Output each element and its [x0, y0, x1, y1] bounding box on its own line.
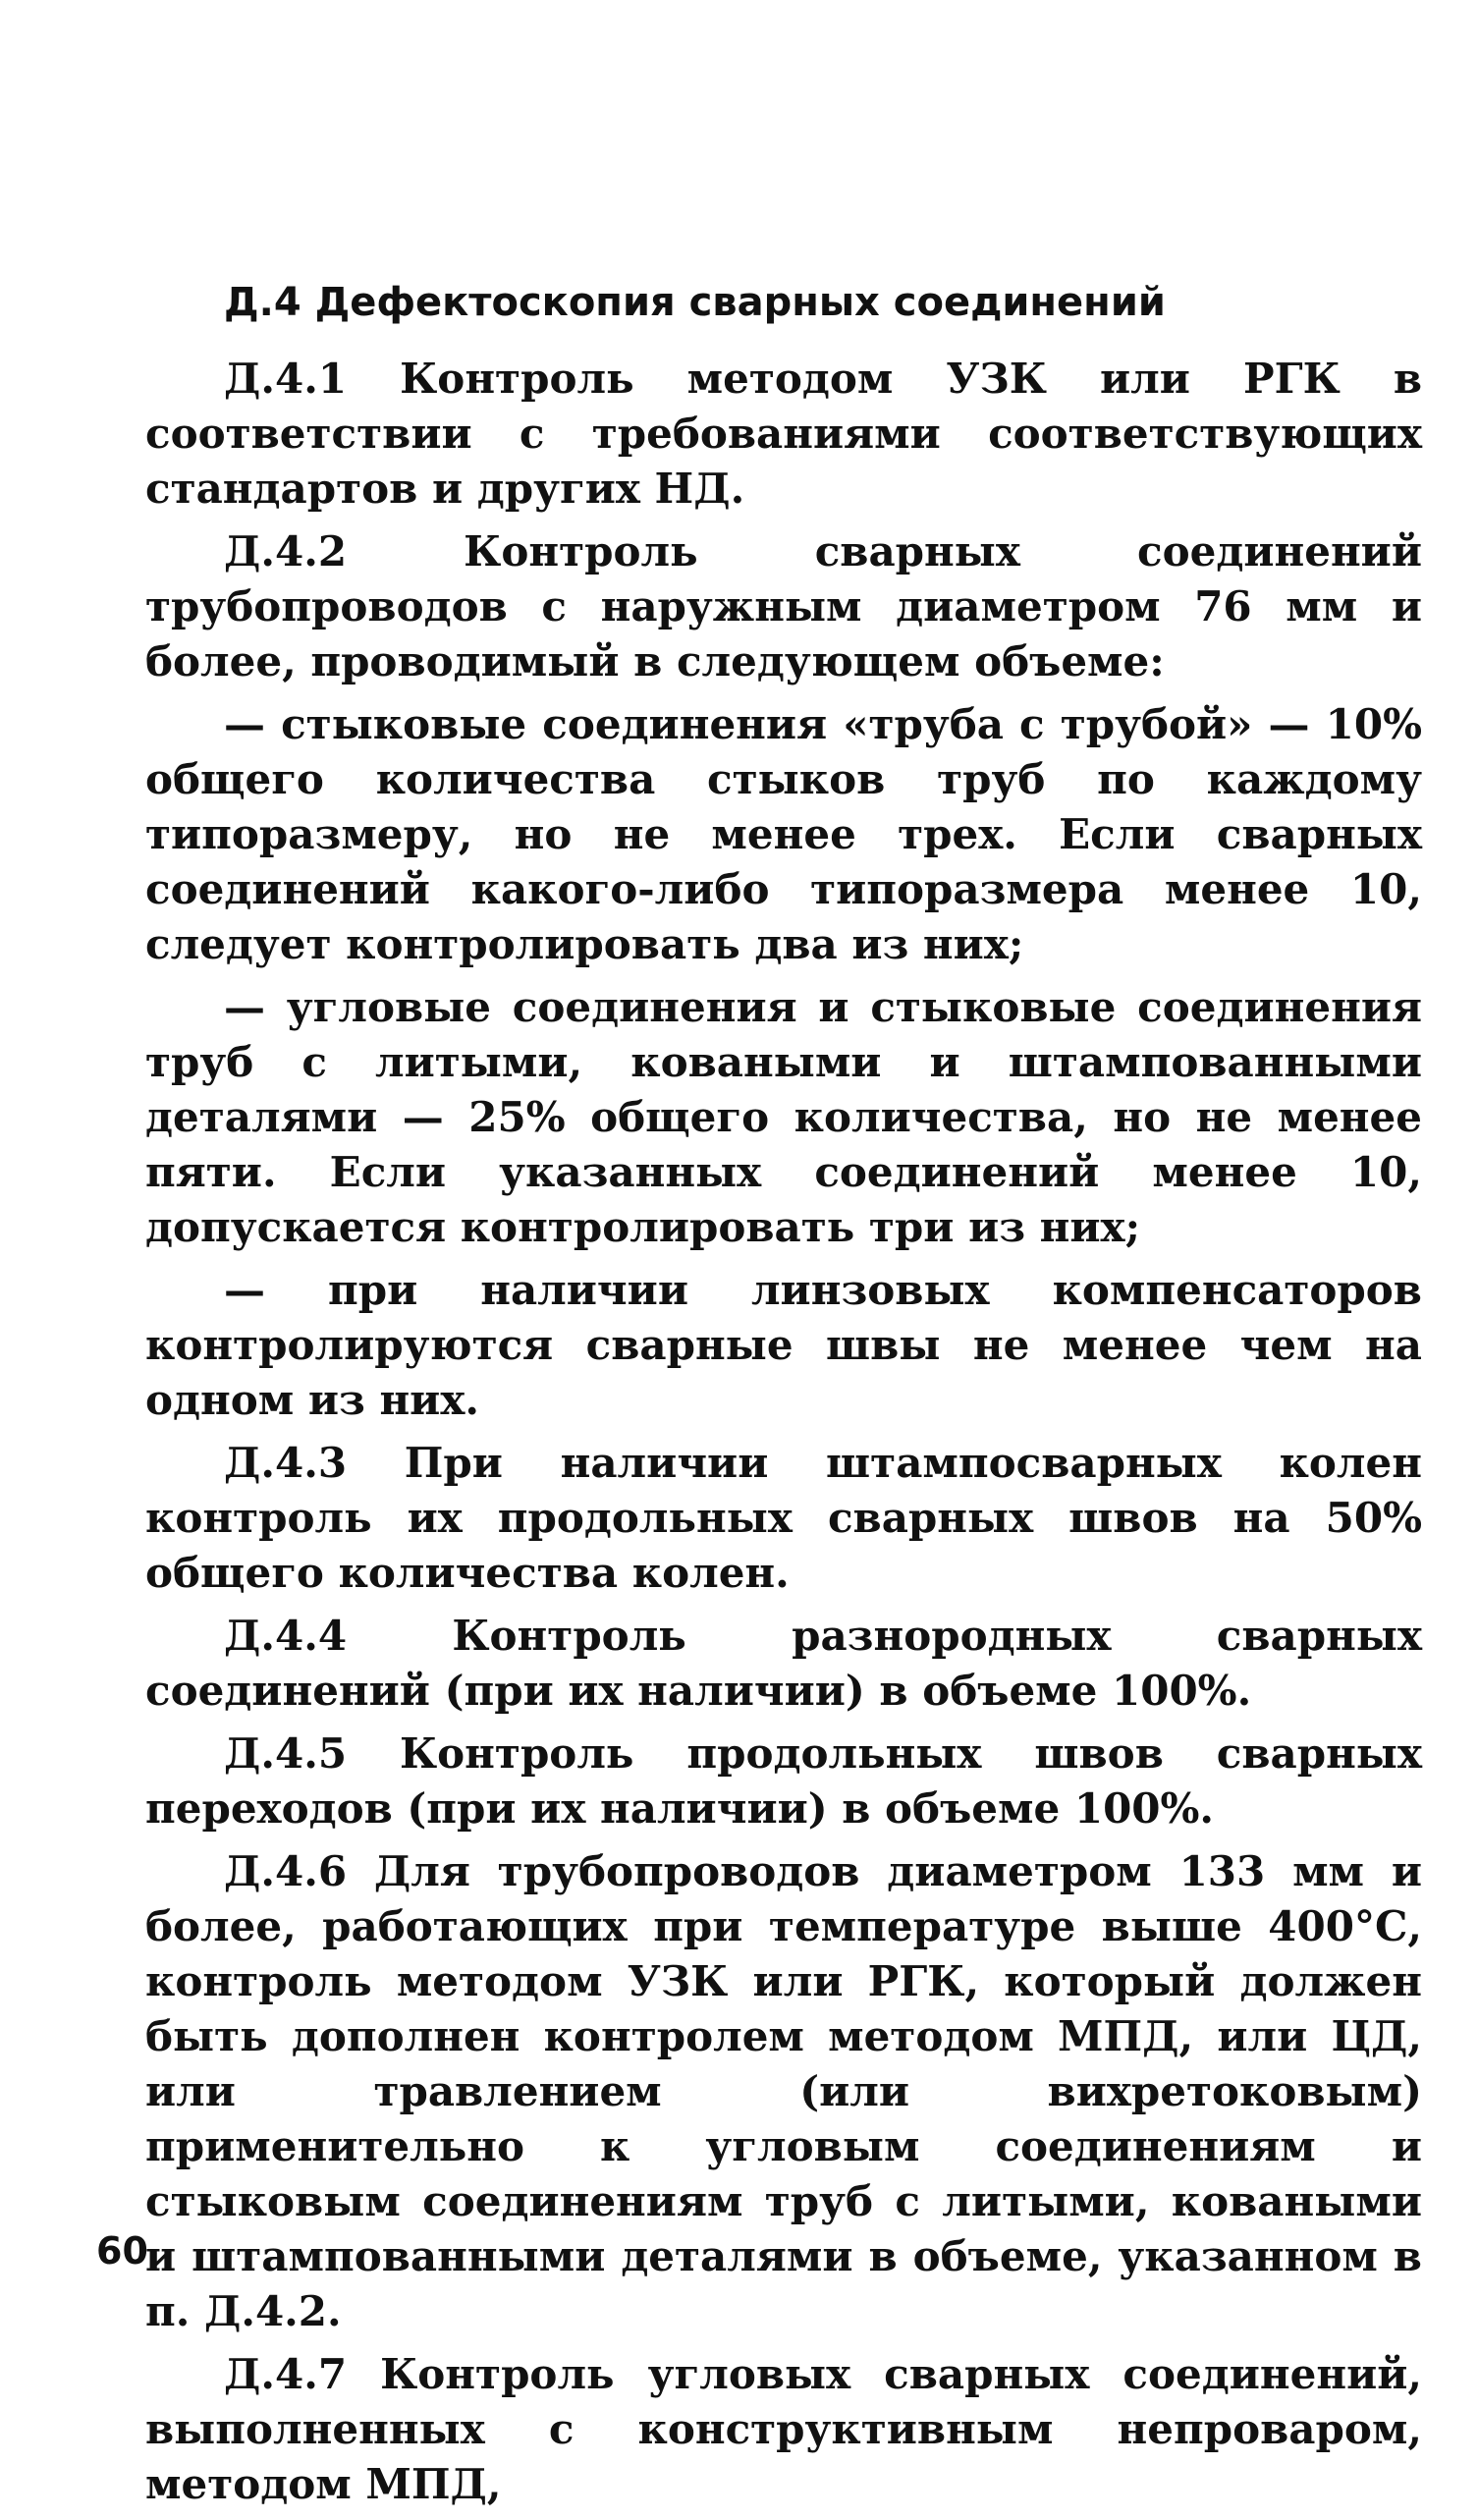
document-page [145, 275, 1422, 2520]
list-item: — угловые соединения и стыковые соединения труб с литыми, коваными и штампованными деталями — 25% общего количества, но не менее пяти. Если указанных соединений менее 10, допускается контролировать три из них; [145, 983, 1422, 1251]
paragraph-text: Контроль методом УЗК или РГК в соответствии с требованиями соответствующих стандартов и других НД. [145, 355, 1422, 513]
paragraph-d4-4 [145, 1609, 1422, 1719]
paragraph-text: Контроль разнородных сварных соединений (при их наличии) в объеме 100%. [145, 1612, 1422, 1715]
paragraph-d4-7 [145, 2347, 1422, 2512]
paragraph-d4-3 [145, 1436, 1422, 1601]
paragraph-d4-2 [145, 524, 1422, 689]
list-item: — при наличии линзовых компенсаторов контролируются сварные швы не менее чем на одном из них. [145, 1266, 1422, 1424]
paragraph-d4-1 [145, 352, 1422, 517]
paragraph-number: Д.4.2 [224, 527, 348, 575]
paragraph-number: Д.4.7 [224, 2350, 348, 2398]
page-number: 60 [96, 2229, 148, 2273]
paragraph-number: Д.4.1 [224, 355, 348, 403]
section-heading: Д.4 Дефектоскопия сварных соединений [224, 280, 1166, 325]
paragraph-text: Контроль сварных соединений трубопроводов с наружным диаметром 76 мм и более, проводимый в следующем объеме: [145, 527, 1422, 685]
paragraph-number: Д.4.3 [224, 1439, 348, 1487]
paragraph-number: Д.4.4 [224, 1612, 348, 1660]
list-item: — стыковые соединения «труба с трубой» — 10% общего количества стыков труб по каждому типоразмеру, но не менее трех. Если сварных соединений какого-либо типоразмера менее 10, следует контролировать два из них; [145, 700, 1422, 968]
paragraph-number: Д.4.6 [224, 1847, 348, 1895]
paragraph-text: Для трубопроводов диаметром 133 мм и более, работающих при температуре выше 400°С, контроль методом УЗК или РГК, который должен быть дополнен контролем методом МПД, или ЦД, или травлением (или вихретоковым) применительно к угловым соединениям и стыковым соединениям труб с литыми, коваными и штампованными деталями в объеме, указанном в п. Д.4.2. [145, 1847, 1423, 2335]
paragraph-text: Контроль продольных швов сварных переходов (при их наличии) в объеме 100%. [145, 1729, 1422, 1833]
paragraph-number: Д.4.5 [224, 1729, 348, 1778]
paragraph-text: При наличии штампосварных колен контроль их продольных сварных швов на 50% общего количества колен. [145, 1439, 1422, 1597]
paragraph-d4-5 [145, 1726, 1422, 1836]
paragraph-text: Контроль угловых сварных соединений, выполненных с конструктивным непроваром, методом МПД, [145, 2350, 1423, 2508]
paragraph-d4-6 [145, 1844, 1422, 2339]
